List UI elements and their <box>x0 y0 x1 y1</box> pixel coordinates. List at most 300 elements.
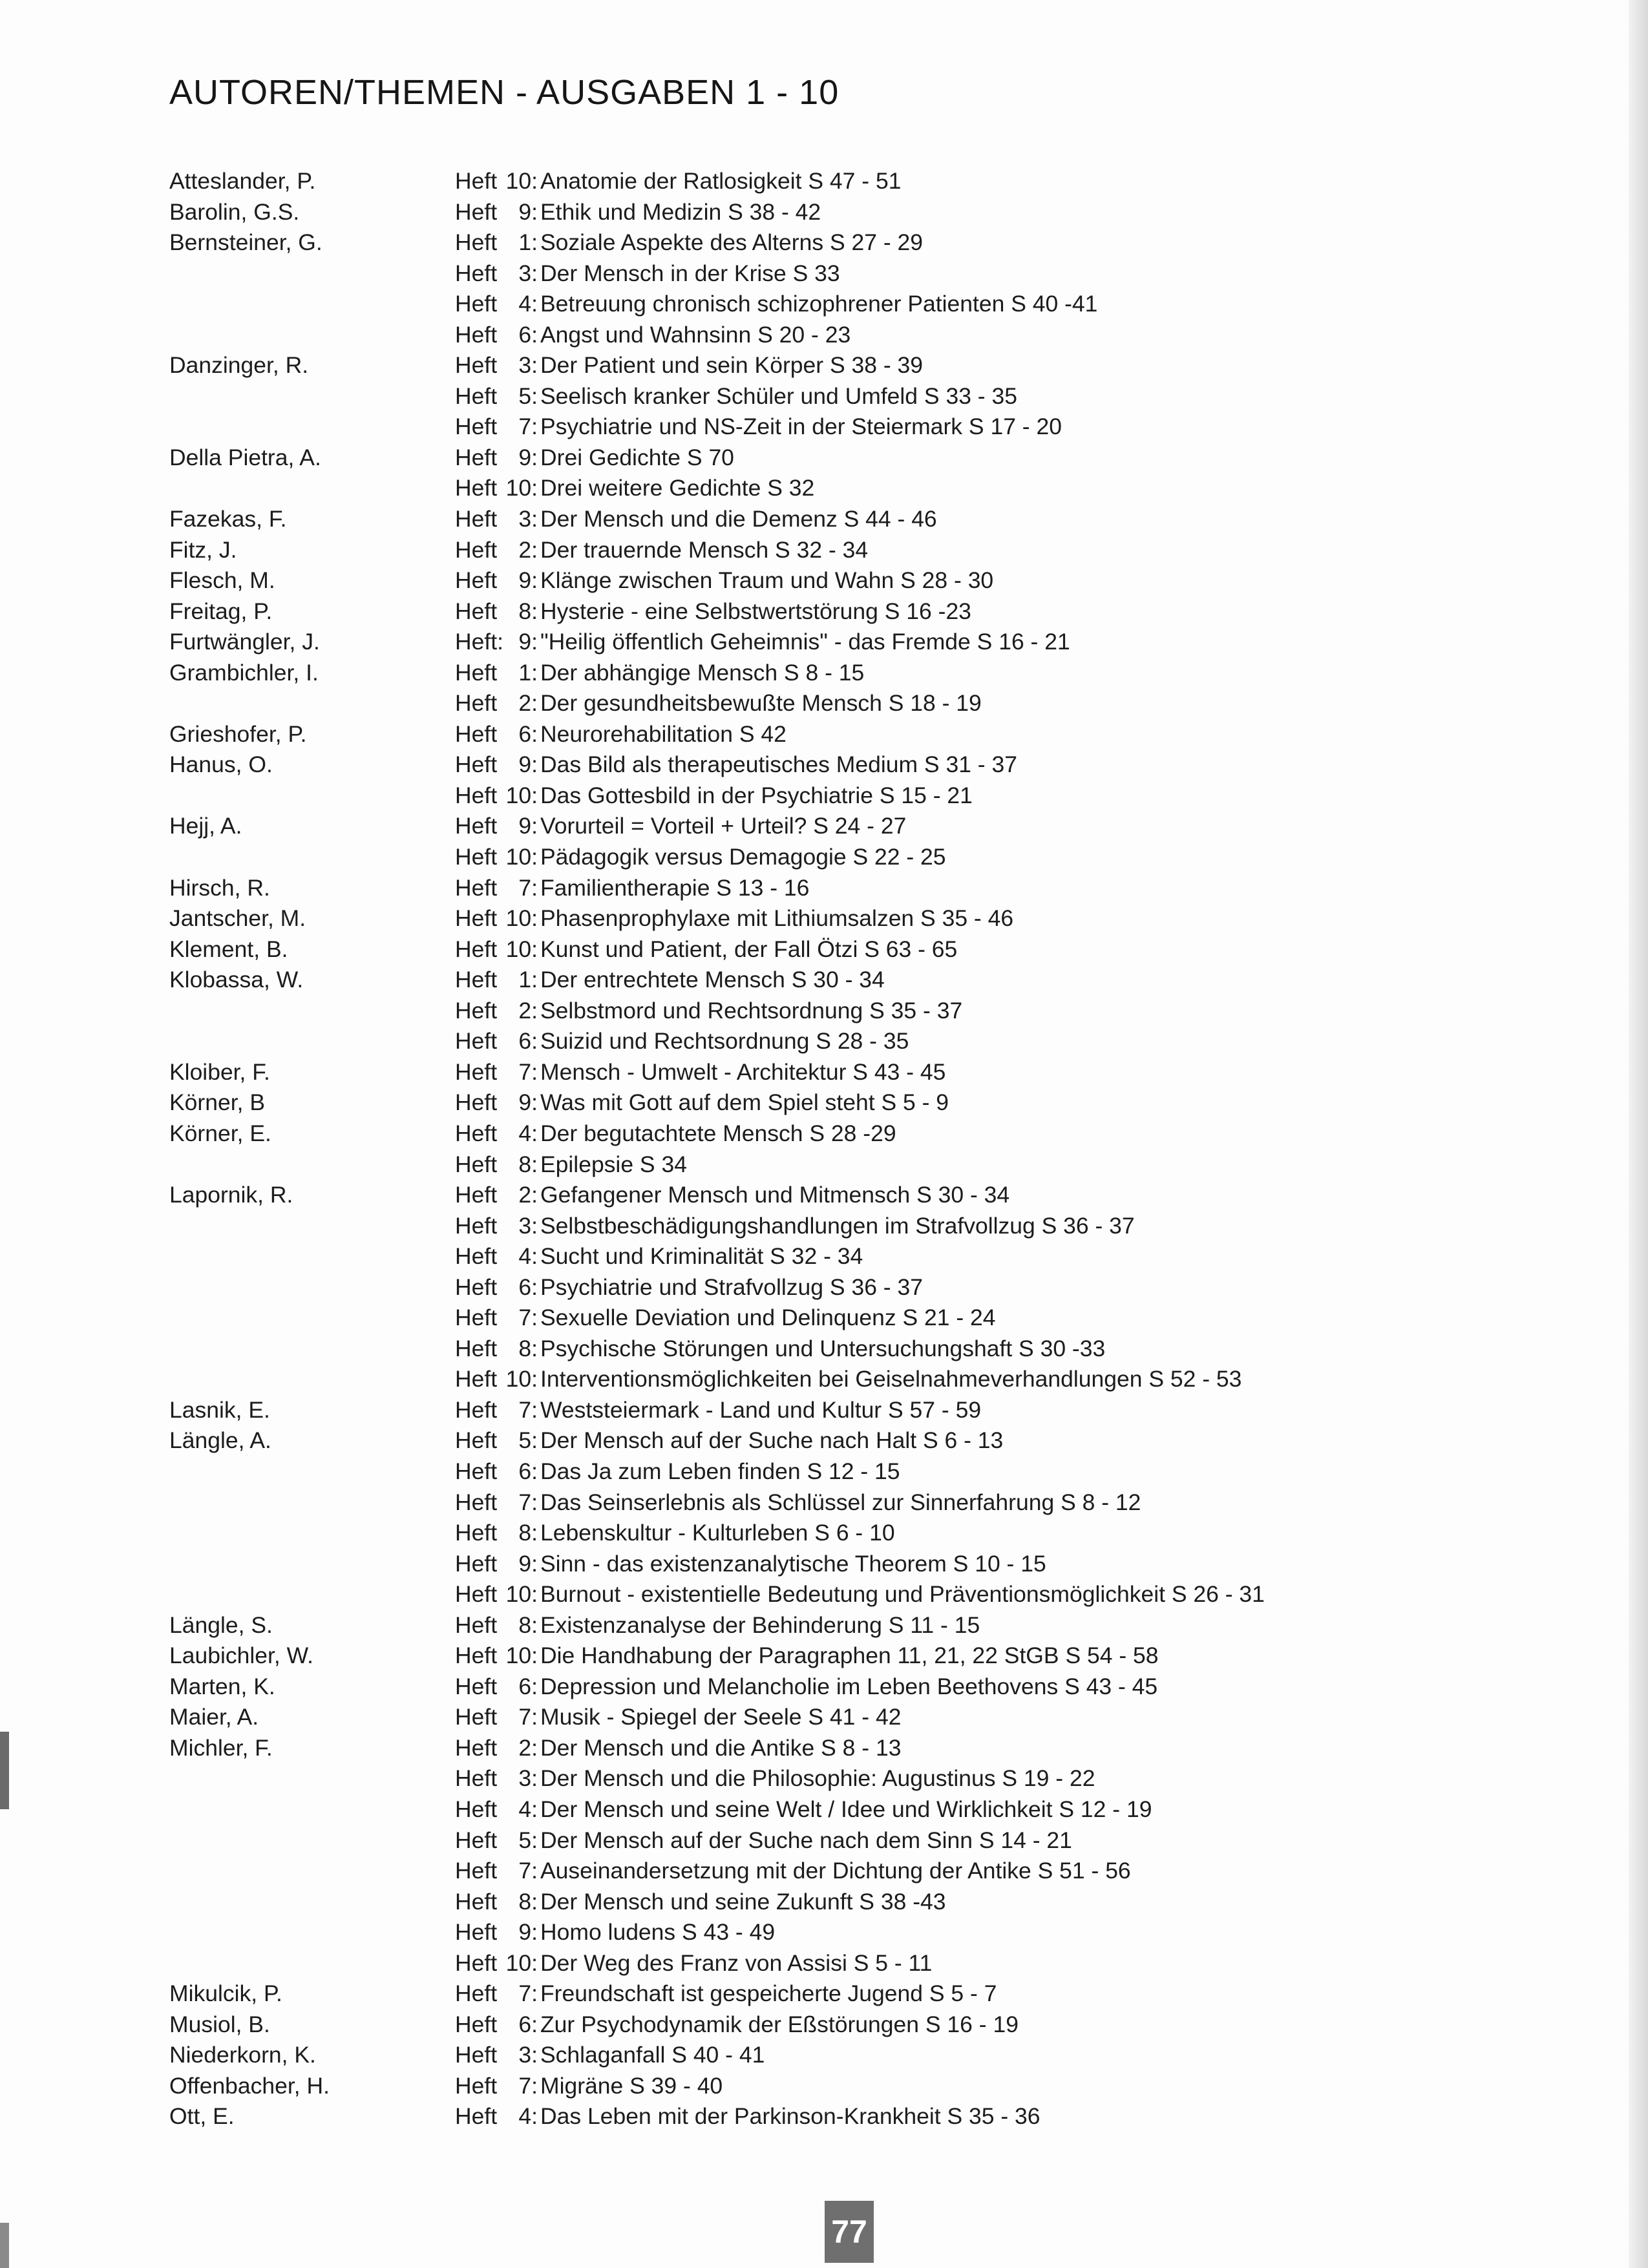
heft-label: Heft <box>455 536 498 563</box>
index-entry <box>169 1733 1578 1764</box>
index-entry <box>169 2040 1578 2071</box>
article-title: Neurorehabilitation S 42 <box>540 720 787 747</box>
issue-number: 10: <box>505 905 538 932</box>
author-name <box>169 1334 455 1365</box>
issue-number: 10: <box>505 168 538 194</box>
author-name <box>169 1518 455 1549</box>
index-entry <box>169 535 1578 566</box>
article-title: Gefangener Mensch und Mitmensch S 30 - 34 <box>540 1182 1010 1208</box>
heft-label: Heft <box>455 383 498 409</box>
issue-number: 8: <box>518 1520 538 1546</box>
issue-number: 1: <box>518 967 538 993</box>
author-name <box>169 1026 455 1057</box>
index-entry <box>169 688 1578 719</box>
article-title: Der Mensch in der Krise S 33 <box>540 260 840 286</box>
article-title: Depression und Melancholie im Leben Beethovens S 43 - 45 <box>540 1673 1158 1699</box>
heft-label: Heft <box>455 1243 498 1270</box>
issue-number: 3: <box>518 260 538 286</box>
index-entry <box>169 1057 1578 1088</box>
author-name <box>169 1856 455 1887</box>
issue-number: 10: <box>505 1581 538 1608</box>
heft-label: Heft <box>455 1458 498 1484</box>
issue-number: 1: <box>518 659 538 686</box>
article-title: Ethik und Medizin S 38 - 42 <box>540 198 821 225</box>
author-name: Grambichler, I. <box>169 659 319 686</box>
author-name <box>169 1456 455 1487</box>
heft-label: Heft <box>455 1949 498 1976</box>
index-entry <box>169 1518 1578 1549</box>
index-entry <box>169 2101 1578 2132</box>
issue-number: 3: <box>518 2042 538 2068</box>
heft-label: Heft <box>455 598 498 624</box>
article-title: Das Ja zum Leben finden S 12 - 15 <box>540 1458 900 1484</box>
article-title: Schlaganfall S 40 - 41 <box>540 2042 765 2068</box>
author-name: Lasnik, E. <box>169 1396 270 1423</box>
index-entry <box>169 1241 1578 1272</box>
heft-label: Heft <box>455 1212 498 1239</box>
article-title: Migräne S 39 - 40 <box>540 2072 723 2099</box>
heft-label: Heft <box>455 967 498 993</box>
author-name: Mikulcik, P. <box>169 1980 282 2007</box>
heft-label: Heft <box>455 1643 498 1669</box>
author-name <box>169 688 455 719</box>
author-name: Lapornik, R. <box>169 1182 293 1208</box>
issue-number: 6: <box>518 1028 538 1055</box>
article-title: Drei Gedichte S 70 <box>540 444 734 470</box>
heft-label: Heft <box>455 352 498 379</box>
author-name: Jantscher, M. <box>169 905 306 932</box>
heft-label: Heft <box>455 321 498 348</box>
issue-number: 6: <box>518 1673 538 1699</box>
heft-label: Heft <box>455 1612 498 1638</box>
issue-number: 2: <box>518 1734 538 1761</box>
index-entry <box>169 320 1578 351</box>
heft-label: Heft <box>455 936 498 962</box>
index-entry <box>169 1456 1578 1487</box>
issue-number: 3: <box>518 1765 538 1792</box>
issue-number: 7: <box>518 1980 538 2007</box>
author-name <box>169 1948 455 1979</box>
issue-number: 4: <box>518 291 538 317</box>
heft-label: Heft <box>455 444 498 470</box>
index-entry <box>169 1702 1578 1733</box>
heft-label: Heft <box>455 813 498 839</box>
index-entry <box>169 1364 1578 1395</box>
author-name: Hirsch, R. <box>169 874 270 901</box>
article-title: Familientherapie S 13 - 16 <box>540 874 810 901</box>
author-name: Fazekas, F. <box>169 506 287 532</box>
article-title: Soziale Aspekte des Alterns S 27 - 29 <box>540 229 924 256</box>
issue-number: 9: <box>518 629 538 655</box>
index-entry <box>169 1825 1578 1856</box>
issue-number: 9: <box>518 751 538 778</box>
article-title: Interventionsmöglichkeiten bei Geiselnahmeverhandlungen S 52 - 53 <box>540 1366 1242 1392</box>
author-name <box>169 289 455 320</box>
index-entry <box>169 1272 1578 1303</box>
index-entry <box>169 197 1578 228</box>
author-name: Della Pietra, A. <box>169 444 321 470</box>
index-entry <box>169 412 1578 443</box>
author-name: Längle, A. <box>169 1427 271 1454</box>
article-title: Der begutachtete Mensch S 28 -29 <box>540 1120 896 1146</box>
article-title: Auseinandersetzung mit der Dichtung der Antike S 51 - 56 <box>540 1858 1131 1884</box>
article-title: Seelisch kranker Schüler und Umfeld S 33 - 35 <box>540 383 1017 409</box>
index-entry <box>169 1303 1578 1334</box>
author-name <box>169 320 455 351</box>
index-entry <box>169 443 1578 474</box>
heft-label: Heft <box>455 1673 498 1699</box>
index-entry <box>169 1180 1578 1211</box>
author-name: Danzinger, R. <box>169 352 309 379</box>
issue-number: 4: <box>518 2103 538 2130</box>
article-title: Der Patient und sein Körper S 38 - 39 <box>540 352 924 379</box>
index-entry <box>169 1856 1578 1887</box>
index-entry <box>169 1395 1578 1426</box>
author-name: Längle, S. <box>169 1612 273 1638</box>
article-title: Vorurteil = Vorteil + Urteil? S 24 - 27 <box>540 813 907 839</box>
author-name <box>169 996 455 1027</box>
author-name: Klobassa, W. <box>169 967 304 993</box>
index-entry <box>169 1610 1578 1641</box>
index-entry <box>169 350 1578 381</box>
issue-number: 8: <box>518 1151 538 1177</box>
heft-label: Heft <box>455 1089 498 1116</box>
article-title: Der Mensch auf der Suche nach Halt S 6 - 13 <box>540 1427 1004 1454</box>
binding-shadow-lower <box>0 2223 9 2268</box>
heft-label: Heft <box>455 2011 498 2037</box>
heft-label: Heft <box>455 1888 498 1915</box>
issue-number: 3: <box>518 506 538 532</box>
issue-number: 5: <box>518 383 538 409</box>
issue-number: 8: <box>518 1888 538 1915</box>
article-title: Mensch - Umwelt - Architektur S 43 - 45 <box>540 1058 946 1085</box>
index-entry <box>169 1334 1578 1365</box>
index-entry <box>169 1979 1578 2010</box>
author-name <box>169 381 455 412</box>
index-entry <box>169 1641 1578 1672</box>
heft-label: Heft <box>455 1980 498 2007</box>
author-name <box>169 258 455 289</box>
author-name <box>169 842 455 873</box>
issue-number: 3: <box>518 1212 538 1239</box>
issue-number: 4: <box>518 1796 538 1822</box>
heft-label: Heft <box>455 844 498 870</box>
issue-number: 9: <box>518 198 538 225</box>
index-entry <box>169 504 1578 535</box>
author-name: Musiol, B. <box>169 2011 270 2037</box>
article-title: Der gesundheitsbewußte Mensch S 18 - 19 <box>540 690 982 717</box>
article-title: Der Mensch und seine Welt / Idee und Wirklichkeit S 12 - 19 <box>540 1796 1152 1822</box>
author-name: Hejj, A. <box>169 813 242 839</box>
index-entry <box>169 1487 1578 1518</box>
heft-label: Heft <box>455 751 498 778</box>
index-entry <box>169 2071 1578 2102</box>
author-name <box>169 1150 455 1181</box>
index-entry <box>169 166 1578 197</box>
article-title: Drei weitere Gedichte S 32 <box>540 475 815 501</box>
author-name: Grieshofer, P. <box>169 720 307 747</box>
article-title: Psychische Störungen und Untersuchungshaft S 30 -33 <box>540 1335 1106 1361</box>
heft-label: Heft <box>455 1796 498 1822</box>
article-title: Das Seinserlebnis als Schlüssel zur Sinnerfahrung S 8 - 12 <box>540 1489 1141 1515</box>
heft-label: Heft <box>455 1058 498 1085</box>
heft-label: Heft <box>455 1489 498 1515</box>
heft-label: Heft <box>455 1182 498 1208</box>
index-entry <box>169 1672 1578 1703</box>
issue-number: 9: <box>518 444 538 470</box>
issue-number: 6: <box>518 2011 538 2037</box>
author-name: Klement, B. <box>169 936 288 962</box>
issue-number: 1: <box>518 229 538 256</box>
article-title: Musik - Spiegel der Seele S 41 - 42 <box>540 1704 902 1730</box>
author-name <box>169 473 455 504</box>
article-title: Sinn - das existenzanalytische Theorem S 10 - 15 <box>540 1550 1046 1577</box>
author-name <box>169 1364 455 1395</box>
author-name: Körner, E. <box>169 1120 271 1146</box>
index-entry <box>169 2010 1578 2041</box>
index-entry <box>169 842 1578 873</box>
issue-number: 6: <box>518 1274 538 1300</box>
index-entry <box>169 873 1578 904</box>
issue-number: 7: <box>518 1858 538 1884</box>
issue-number: 5: <box>518 1827 538 1853</box>
issue-number: 4: <box>518 1243 538 1270</box>
article-title: Pädagogik versus Demagogie S 22 - 25 <box>540 844 946 870</box>
index-entry <box>169 719 1578 750</box>
article-title: Der Mensch auf der Suche nach dem Sinn S 14 - 21 <box>540 1827 1072 1853</box>
heft-label: Heft <box>455 1858 498 1884</box>
index-entry <box>169 903 1578 934</box>
page-edge <box>1629 0 1648 2268</box>
article-title: Anatomie der Ratlosigkeit S 47 - 51 <box>540 168 902 194</box>
article-title: Zur Psychodynamik der Eßstörungen S 16 - 19 <box>540 2011 1019 2037</box>
article-title: Homo ludens S 43 - 49 <box>540 1919 776 1946</box>
issue-number: 9: <box>518 1919 538 1946</box>
article-title: Das Bild als therapeutisches Medium S 31 - 37 <box>540 751 1017 778</box>
author-name: Laubichler, W. <box>169 1643 313 1669</box>
index-entry <box>169 750 1578 781</box>
author-name: Hanus, O. <box>169 751 273 778</box>
article-title: Der Mensch und die Philosophie: Augustinus S 19 - 22 <box>540 1765 1095 1792</box>
issue-number: 8: <box>518 1612 538 1638</box>
article-title: Kunst und Patient, der Fall Ötzi S 63 - 65 <box>540 936 958 962</box>
index-entry <box>169 781 1578 812</box>
heft-label: Heft <box>455 1305 498 1331</box>
author-name <box>169 1211 455 1242</box>
article-title: Der entrechtete Mensch S 30 - 34 <box>540 967 885 993</box>
author-name <box>169 1241 455 1272</box>
index-entry <box>169 658 1578 689</box>
index-entry <box>169 289 1578 320</box>
article-title: Existenzanalyse der Behinderung S 11 - 15 <box>540 1612 980 1638</box>
index-entry <box>169 1948 1578 1979</box>
article-title: Das Gottesbild in der Psychiatrie S 15 - 21 <box>540 782 973 808</box>
index-entry <box>169 1917 1578 1948</box>
issue-number: 9: <box>518 1089 538 1116</box>
heft-label: Heft <box>455 690 498 717</box>
article-title: Klänge zwischen Traum und Wahn S 28 - 30 <box>540 567 994 594</box>
index-entry <box>169 1150 1578 1181</box>
article-title: Selbstbeschädigungshandlungen im Strafvollzug S 36 - 37 <box>540 1212 1135 1239</box>
issue-number: 5: <box>518 1427 538 1454</box>
article-title: Psychiatrie und Strafvollzug S 36 - 37 <box>540 1274 923 1300</box>
article-title: Weststeiermark - Land und Kultur S 57 - 59 <box>540 1396 982 1423</box>
author-name <box>169 1579 455 1610</box>
heft-label: Heft <box>455 229 498 256</box>
issue-number: 7: <box>518 1704 538 1730</box>
article-title: Der Mensch und die Antike S 8 - 13 <box>540 1734 902 1761</box>
heft-label: Heft <box>455 1366 498 1392</box>
page-title: AUTOREN/THEMEN - AUSGABEN 1 - 10 <box>169 73 840 112</box>
heft-label: Heft <box>455 874 498 901</box>
issue-number: 10: <box>505 936 538 962</box>
heft-label: Heft <box>455 1734 498 1761</box>
heft-label: Heft <box>455 659 498 686</box>
issue-number: 6: <box>518 1458 538 1484</box>
issue-number: 6: <box>518 321 538 348</box>
heft-label: Heft <box>455 414 498 440</box>
issue-number: 7: <box>518 2072 538 2099</box>
issue-number: 9: <box>518 1550 538 1577</box>
binding-shadow <box>0 1732 9 1809</box>
index-entry <box>169 381 1578 412</box>
issue-number: 2: <box>518 1182 538 1208</box>
heft-label: Heft <box>455 997 498 1024</box>
heft-label: Heft <box>455 2103 498 2130</box>
index-entry <box>169 811 1578 842</box>
issue-number: 4: <box>518 1120 538 1146</box>
heft-label: Heft: <box>455 629 503 655</box>
issue-number: 2: <box>518 690 538 717</box>
author-name: Niederkorn, K. <box>169 2042 316 2068</box>
author-name <box>169 1272 455 1303</box>
author-name: Körner, B <box>169 1089 265 1116</box>
heft-label: Heft <box>455 1704 498 1730</box>
author-name: Atteslander, P. <box>169 168 316 194</box>
author-name <box>169 412 455 443</box>
heft-label: Heft <box>455 1120 498 1146</box>
issue-number: 6: <box>518 720 538 747</box>
issue-number: 8: <box>518 598 538 624</box>
author-name: Bernsteiner, G. <box>169 229 322 256</box>
author-name: Kloiber, F. <box>169 1058 270 1085</box>
article-title: Der trauernde Mensch S 32 - 34 <box>540 536 869 563</box>
author-name <box>169 1794 455 1825</box>
index-entry <box>169 996 1578 1027</box>
issue-number: 7: <box>518 414 538 440</box>
page-number: 77 <box>825 2201 874 2263</box>
article-title: Selbstmord und Rechtsordnung S 35 - 37 <box>540 997 963 1024</box>
issue-number: 10: <box>505 1643 538 1669</box>
heft-label: Heft <box>455 2072 498 2099</box>
issue-number: 7: <box>518 1396 538 1423</box>
heft-label: Heft <box>455 1520 498 1546</box>
author-name: Michler, F. <box>169 1734 273 1761</box>
heft-label: Heft <box>455 720 498 747</box>
article-title: Der abhängige Mensch S 8 - 15 <box>540 659 865 686</box>
author-name <box>169 1917 455 1948</box>
article-title: Phasenprophylaxe mit Lithiumsalzen S 35 - 46 <box>540 905 1014 932</box>
issue-number: 3: <box>518 352 538 379</box>
heft-label: Heft <box>455 1151 498 1177</box>
issue-number: 9: <box>518 567 538 594</box>
heft-label: Heft <box>455 1274 498 1300</box>
heft-label: Heft <box>455 506 498 532</box>
author-name <box>169 1763 455 1794</box>
article-title: Lebenskultur - Kulturleben S 6 - 10 <box>540 1520 895 1546</box>
issue-number: 7: <box>518 1305 538 1331</box>
index-entry <box>169 565 1578 596</box>
heft-label: Heft <box>455 905 498 932</box>
index-entry <box>169 1087 1578 1118</box>
article-title: Hysterie - eine Selbstwertstörung S 16 -23 <box>540 598 971 624</box>
article-title: Psychiatrie und NS-Zeit in der Steiermark S 17 - 20 <box>540 414 1062 440</box>
issue-number: 10: <box>505 1366 538 1392</box>
article-title: Die Handhabung der Paragraphen 11, 21, 22 StGB S 54 - 58 <box>540 1643 1159 1669</box>
issue-number: 9: <box>518 813 538 839</box>
author-name <box>169 781 455 812</box>
index-entry <box>169 1579 1578 1610</box>
author-name: Flesch, M. <box>169 567 275 594</box>
heft-label: Heft <box>455 1550 498 1577</box>
author-name: Marten, K. <box>169 1673 275 1699</box>
author-name: Furtwängler, J. <box>169 629 320 655</box>
heft-label: Heft <box>455 1765 498 1792</box>
index-entry <box>169 1211 1578 1242</box>
article-title: Sexuelle Deviation und Delinquenz S 21 - 24 <box>540 1305 996 1331</box>
heft-label: Heft <box>455 1827 498 1853</box>
heft-label: Heft <box>455 2042 498 2068</box>
index-entry <box>169 1887 1578 1918</box>
article-title: Burnout - existentielle Bedeutung und Präventionsmöglichkeit S 26 - 31 <box>540 1581 1265 1608</box>
article-title: Epilepsie S 34 <box>540 1151 687 1177</box>
issue-number: 2: <box>518 536 538 563</box>
author-name: Ott, E. <box>169 2103 235 2130</box>
author-name <box>169 1549 455 1580</box>
issue-number: 8: <box>518 1335 538 1361</box>
heft-label: Heft <box>455 1335 498 1361</box>
author-name <box>169 1825 455 1856</box>
heft-label: Heft <box>455 168 498 194</box>
issue-number: 7: <box>518 1058 538 1085</box>
index-entry <box>169 965 1578 996</box>
heft-label: Heft <box>455 475 498 501</box>
heft-label: Heft <box>455 782 498 808</box>
author-name <box>169 1487 455 1518</box>
heft-label: Heft <box>455 1919 498 1946</box>
article-title: Sucht und Kriminalität S 32 - 34 <box>540 1243 863 1270</box>
article-title: Der Weg des Franz von Assisi S 5 - 11 <box>540 1949 933 1976</box>
article-title: Betreuung chronisch schizophrener Patienten S 40 -41 <box>540 291 1098 317</box>
author-name <box>169 1303 455 1334</box>
issue-number: 10: <box>505 475 538 501</box>
index-entry <box>169 627 1578 658</box>
author-name <box>169 1887 455 1918</box>
article-title: Der Mensch und seine Zukunft S 38 -43 <box>540 1888 946 1915</box>
heft-label: Heft <box>455 291 498 317</box>
article-title: "Heilig öffentlich Geheimnis" - das Fremde S 16 - 21 <box>540 629 1070 655</box>
index-entry <box>169 1794 1578 1825</box>
author-topic-index <box>169 166 1578 2132</box>
index-entry <box>169 258 1578 289</box>
heft-label: Heft <box>455 1581 498 1608</box>
author-name: Maier, A. <box>169 1704 259 1730</box>
issue-number: 2: <box>518 997 538 1024</box>
index-entry <box>169 473 1578 504</box>
issue-number: 7: <box>518 1489 538 1515</box>
heft-label: Heft <box>455 1028 498 1055</box>
index-entry <box>169 1763 1578 1794</box>
